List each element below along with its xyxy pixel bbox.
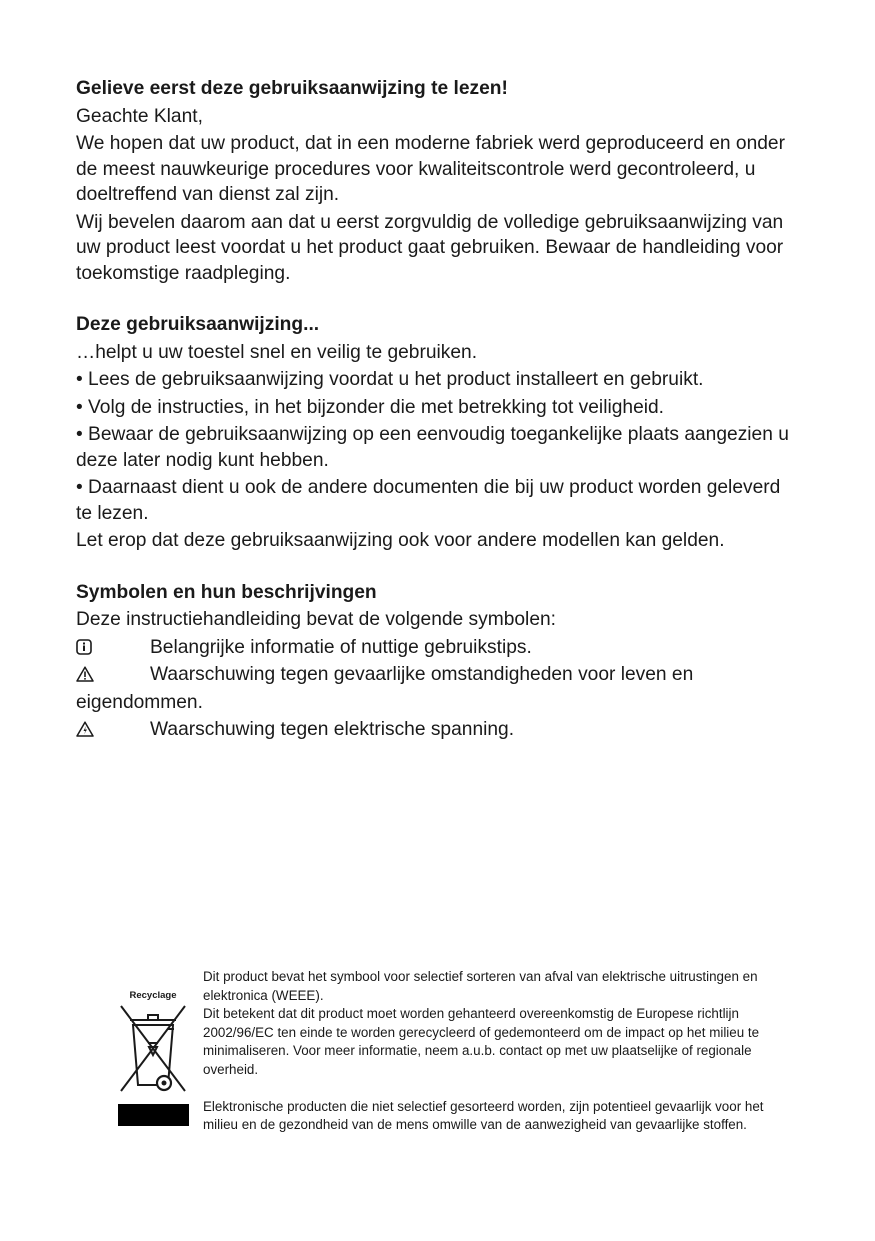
bullet-item: • Volg de instructies, in het bijzonder die met betrekking tot veiligheid. bbox=[76, 396, 665, 418]
symbol-description: Waarschuwing tegen gevaarlijke omstandigheden voor leven en bbox=[150, 664, 694, 685]
weee-paragraph-3: Elektronische producten die niet selectief gesorteerd worden, zijn potentieel gevaarlijk voor het milieu en de gezondheid van de mens omwille van de aanwezigheid van gevaarlijke stoffen. bbox=[203, 1098, 764, 1133]
bullet-item: • Bewaar de gebruiksaanwijzing op een eenvoudig toegankelijke plaats aangezien u deze later nodig kunt hebben. bbox=[76, 424, 789, 471]
electric-warning-icon bbox=[76, 717, 150, 743]
symbol-description: Waarschuwing tegen elektrische spanning. bbox=[150, 719, 515, 740]
intro-paragraph-2: Wij bevelen daarom aan dat u eerst zorgvuldig de volledige gebruiksaanwijzing van uw product leest voordat u het product gaat gebruiken. Bewaar de handleiding voor toekomstige raadpleging. bbox=[76, 211, 784, 284]
salutation: Geachte Klant, bbox=[76, 105, 203, 127]
symbol-row-electric bbox=[76, 717, 796, 743]
manual-lead: …helpt u uw toestel snel en veilig te gebruiken. bbox=[76, 341, 478, 363]
symbol-description: Belangrijke informatie of nuttige gebruikstips. bbox=[150, 636, 532, 658]
weee-recycle-logo bbox=[118, 990, 190, 1100]
weee-paragraph-2: Dit betekent dat dit product moet worden gehanteerd overeenkomstig de Europese richtlijn 2002/96/EC ten einde te worden gerecycleerd of gedemonteerd om de impact op het milieu te minimaliseren. Voor meer informatie, neem a.u.b. contact op met uw plaatselijke of regionale overheid. bbox=[203, 1006, 760, 1077]
weee-notice bbox=[203, 968, 793, 1135]
symbol-row-warning bbox=[76, 662, 796, 688]
manual-note: Let erop dat deze gebruiksaanwijzing ook voor andere modellen kan gelden. bbox=[76, 530, 725, 551]
bullet-item: • Lees de gebruiksaanwijzing voordat u het product installeert en gebruikt. bbox=[76, 369, 704, 390]
weee-paragraph-1: Dit product bevat het symbool voor selectief sorteren van afval van elektrische uitrustingen en elektronica (WEEE). bbox=[203, 969, 758, 1003]
intro-heading: Gelieve eerst deze gebruiksaanwijzing te lezen! bbox=[76, 78, 508, 99]
symbols-heading: Symbolen en hun beschrijvingen bbox=[76, 581, 377, 603]
recycle-label: Recyclage bbox=[129, 990, 177, 1001]
crossed-bin-icon bbox=[118, 1003, 188, 1095]
info-icon bbox=[76, 635, 150, 661]
manual-intro-page bbox=[76, 76, 796, 745]
symbols-lead: Deze instructiehandleiding bevat de volgende symbolen: bbox=[76, 609, 556, 630]
symbol-row-info bbox=[76, 635, 796, 661]
bullet-item: • Daarnaast dient u ook de andere documenten die bij uw product worden geleverd te lezen. bbox=[76, 477, 781, 524]
intro-paragraph-1: We hopen dat uw product, dat in een moderne fabriek werd geproduceerd en onder de meest nauwkeurige procedures voor kwaliteitscontrole werd gecontroleerd, u doeltreffend van dienst zal zijn. bbox=[76, 133, 785, 205]
warning-icon bbox=[76, 662, 150, 688]
manual-heading: Deze gebruiksaanwijzing... bbox=[76, 314, 320, 335]
weee-black-bar bbox=[118, 1104, 189, 1126]
symbol-description-continuation: eigendommen. bbox=[76, 691, 203, 713]
